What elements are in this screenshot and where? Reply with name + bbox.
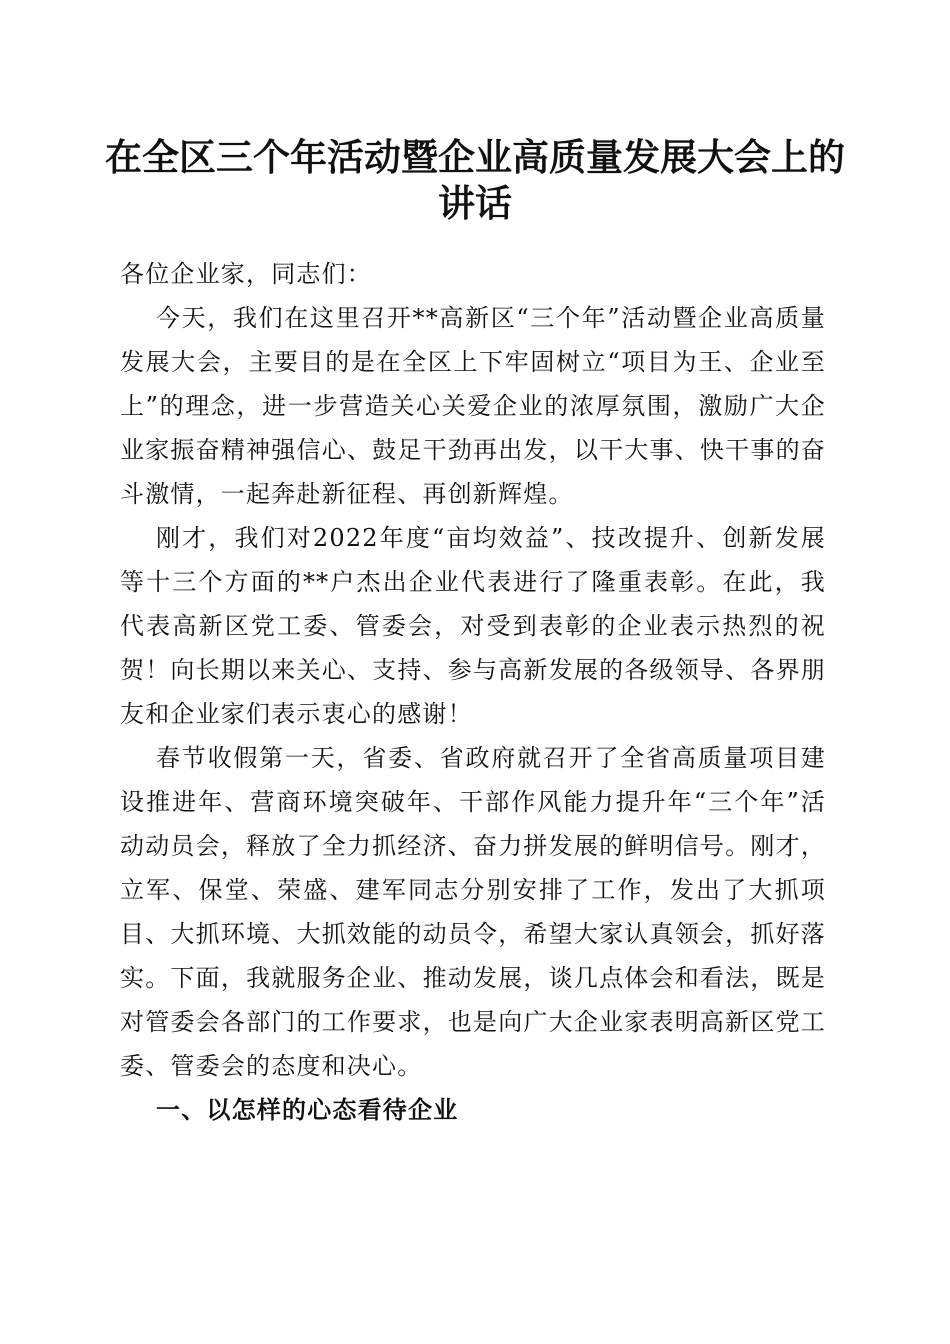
title-line-1: 在全区三个年活动暨企业高质量发展大会上的 [105, 135, 845, 179]
document-body [120, 252, 826, 1132]
title-line-2: 讲话 [438, 181, 512, 225]
document-title [100, 134, 850, 226]
paragraph-opening: 今天，我们在这里召开**高新区“三个年”活动暨企业高质量发展大会，主要目的是在全区上下牢固树立“项目为王、企业至上”的理念，进一步营造关心关爱企业的浓厚氛围，激励广大企业家振奋精神强信心、鼓足干劲再出发，以干大事、快干事的奋斗激情，一起奔赴新征程、再创新辉煌。 [120, 304, 826, 508]
salutation: 各位企业家，同志们： [120, 260, 372, 288]
paragraph-mobilization: 春节收假第一天，省委、省政府就召开了全省高质量项目建设推进年、营商环境突破年、干部作风能力提升年“三个年”活动动员会，释放了全力抓经济、奋力拼发展的鲜明信号。刚才，立军、保堂、荣盛、建军同志分别安排了工作，发出了大抓项目、大抓环境、大抓效能的动员令，希望大家认真领会，抓好落实。下面，我就服务企业、推动发展，谈几点体会和看法，既是对管委会各部门的工作要求，也是向广大企业家表明高新区党工委、管委会的态度和决心。 [120, 744, 826, 1080]
paragraph-commendation: 刚才，我们对2022年度“亩均效益”、技改提升、创新发展等十三个方面的**户杰出企业代表进行了隆重表彰。在此，我代表高新区党工委、管委会，对受到表彰的企业表示热烈的祝贺！向长期以来关心、支持、参与高新发展的各级领导、各界朋友和企业家们表示衷心的感谢！ [120, 524, 826, 728]
section-heading-1: 一、以怎样的心态看待企业 [156, 1096, 459, 1124]
